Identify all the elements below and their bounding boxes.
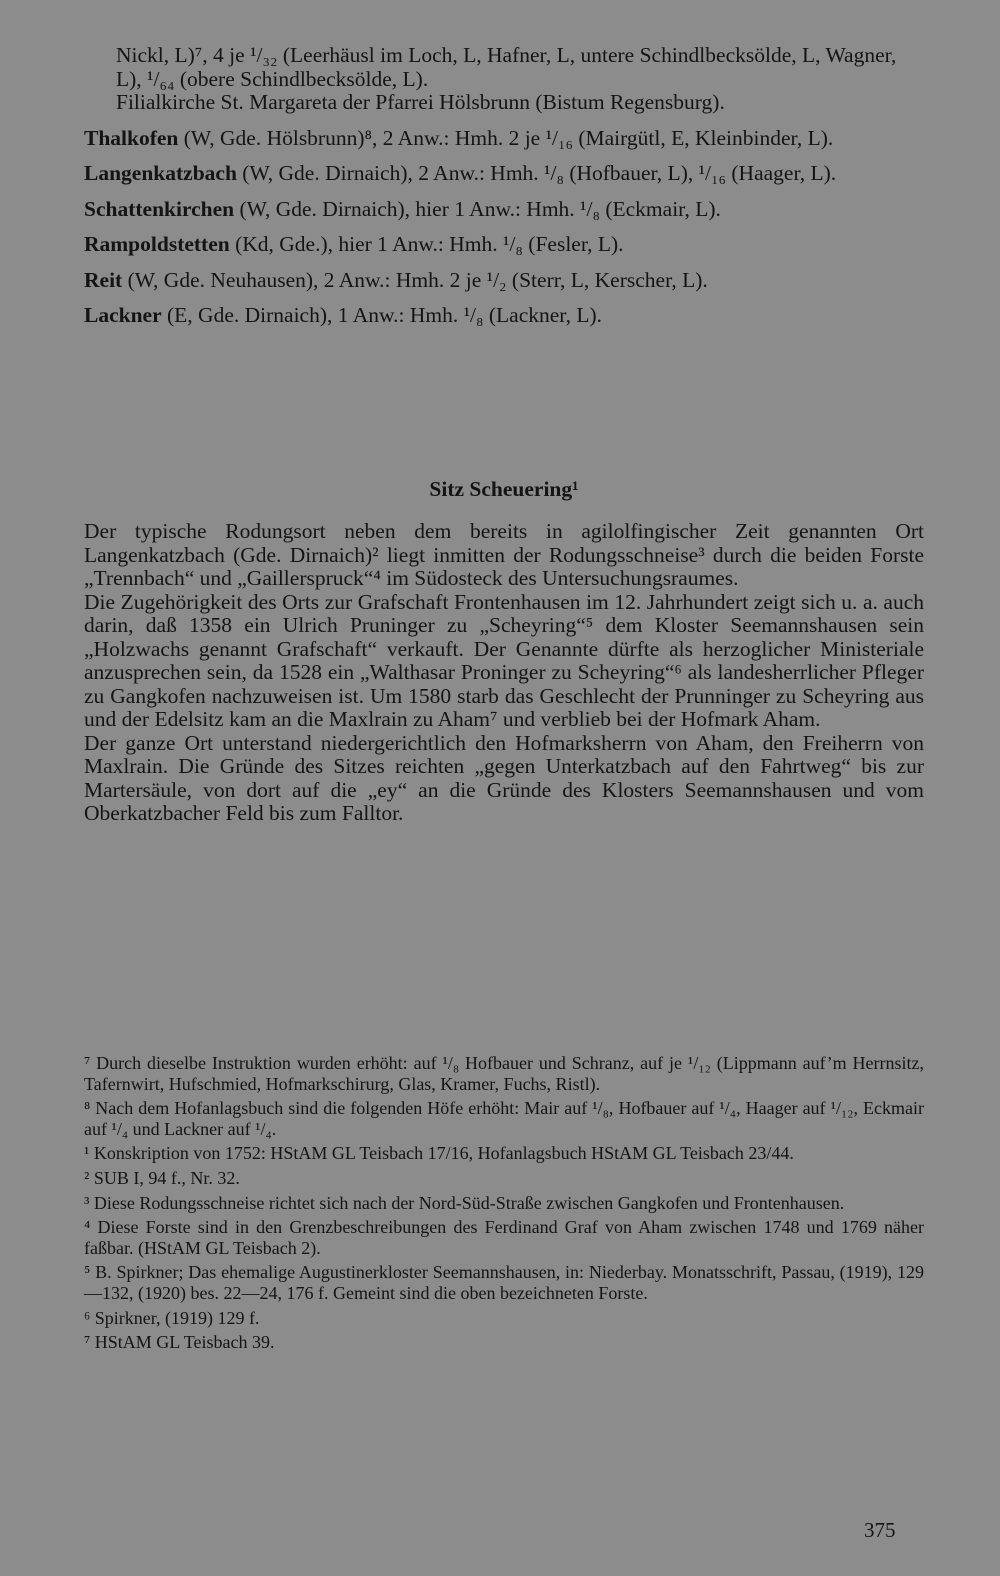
footnote: ⁷ Durch dieselbe Instruktion wurden erhöht: auf ¹/₈ Hofbauer und Schranz, auf je ¹/₁₂ (Lippmann auf’m Herrnsitz, Tafernwirt, Hufschmied, Hofmarkschirurg, Glas, Kramer, Fuchs, Ristl). bbox=[84, 1053, 924, 1094]
entry-name: Schattenkirchen bbox=[84, 196, 235, 221]
footnote: ⁴ Diese Forste sind in den Grenzbeschreibungen des Ferdinand Graf von Aham zwischen 1748 und 1769 näher faßbar. (HStAM GL Teisbach 2). bbox=[84, 1217, 924, 1258]
body-paragraph: Die Zugehörigkeit des Orts zur Grafschaft Frontenhausen im 12. Jahrhundert zeigt sich u. a. auch darin, daß 1358 ein Ulrich Pruninger zu „Scheyring“⁵ dem Kloster Seemannshausen sein „Holzwachs genannt Grafschaft“ verkauft. Der Genannte dürfte als herzoglicher Ministeriale anzusprechen sein, da 1528 ein „Walthasar Proninger zu Scheyring“⁶ als landesherrlicher Pfleger zu Gangkofen nachzuweisen ist. Um 1580 starb das Geschlecht der Prunninger zu Scheyring aus und der Edelsitz kam an die Maxlrain zu Aham⁷ und verblieb bei der Hofmark Aham. bbox=[84, 589, 924, 731]
footnote: ⁷ HStAM GL Teisbach 39. bbox=[84, 1332, 275, 1353]
entry-text: (W, Gde. Hölsbrunn)⁸, 2 Anw.: Hmh. 2 je ¹/₁₆ (Mairgütl, E, Kleinbinder, L). bbox=[178, 125, 834, 150]
entry-rampoldstetten bbox=[84, 233, 924, 257]
section-heading: Sitz Scheuering¹ bbox=[429, 477, 579, 501]
entry-langenkatzbach bbox=[84, 162, 924, 186]
footnotes bbox=[84, 1053, 924, 1357]
entry-text: (E, Gde. Dirnaich), 1 Anw.: Hmh. ¹/₈ (Lackner, L). bbox=[161, 303, 603, 327]
entry-name: Langenkatzbach bbox=[84, 161, 237, 185]
page-number: 375 bbox=[864, 1518, 896, 1542]
footnote: ⁸ Nach dem Hofanlagsbuch sind die folgenden Höfe erhöht: Mair auf ¹/₈, Hofbauer auf ¹/₄, Haager auf ¹/₁₂, Eckmair auf ¹/₄ und Lackner auf ¹/₄. bbox=[84, 1098, 924, 1139]
footnote: ¹ Konskription von 1752: HStAM GL Teisbach 17/16, Hofanlagsbuch HStAM GL Teisbach 23/44. bbox=[84, 1143, 794, 1164]
entry-name: Lackner bbox=[84, 303, 162, 327]
entry-text: (W, Gde. Dirnaich), 2 Anw.: Hmh. ¹/₈ (Hofbauer, L), ¹/₁₆ (Haager, L). bbox=[236, 161, 837, 185]
entry-thalkofen bbox=[84, 127, 924, 151]
entry-name: Thalkofen bbox=[84, 125, 179, 150]
entry-text: (W, Gde. Neuhausen), 2 Anw.: Hmh. 2 je ¹/₂ (Sterr, L, Kerscher, L). bbox=[122, 267, 708, 292]
entry-schattenkirchen bbox=[84, 198, 924, 222]
entry-continuation: Nickl, L)⁷, 4 je ¹/₃₂ (Leerhäusl im Loch, L, Hafner, L, untere Schindlbecksölde, L, Wagner, L), ¹/₆₄ (obere Schindlbecksölde, L). bbox=[116, 43, 897, 91]
body-text bbox=[84, 520, 924, 826]
entry-list bbox=[84, 44, 924, 340]
body-paragraph: Der typische Rodungsort neben dem bereits in agilolfingischer Zeit genannten Ort Langenkatzbach (Gde. Dirnaich)² liegt inmitten der Rodungsschneise³ durch die beiden Forste „Trennbach“ und „Gaillerspruck“⁴ im Südosteck des Untersuchungsraumes. bbox=[84, 519, 924, 590]
body-paragraph: Der ganze Ort unterstand niedergerichtlich den Hofmarksherrn von Aham, den Freiherrn von Maxlrain. Die Gründe des Sitzes reichten „gegen Unterkatzbach auf den Fahrtweg“ bis zur Martersäule, von dort auf die „ey“ an die Gründe des Klosters Seemannshausen und vom Oberkatzbacher Feld bis zum Falltor. bbox=[84, 730, 924, 825]
entry-text: (W, Gde. Dirnaich), hier 1 Anw.: Hmh. ¹/₈ (Eckmair, L). bbox=[234, 196, 721, 221]
parish-note: Filialkirche St. Margareta der Pfarrei Hölsbrunn (Bistum Regensburg). bbox=[116, 90, 725, 114]
entry-name: Reit bbox=[84, 267, 123, 292]
entry-name: Rampoldstetten bbox=[84, 232, 230, 256]
footnote: ⁶ Spirkner, (1919) 129 f. bbox=[84, 1307, 260, 1328]
entry-lackner bbox=[84, 304, 924, 328]
footnote: ⁵ B. Spirkner; Das ehemalige Augustinerkloster Seemannshausen, in: Niederbay. Monatsschrift, Passau, (1919), 129—132, (1920) bes. 22—24, 176 f. Gemeint sind die oben bezeichneten Forste. bbox=[84, 1262, 924, 1303]
entry-text: (Kd, Gde.), hier 1 Anw.: Hmh. ¹/₈ (Fesler, L). bbox=[229, 232, 624, 256]
entry-reit bbox=[84, 269, 924, 293]
footnote: ² SUB I, 94 f., Nr. 32. bbox=[84, 1167, 240, 1188]
footnote: ³ Diese Rodungsschneise richtet sich nach der Nord-Süd-Straße zwischen Gangkofen und Frontenhausen. bbox=[84, 1192, 845, 1213]
